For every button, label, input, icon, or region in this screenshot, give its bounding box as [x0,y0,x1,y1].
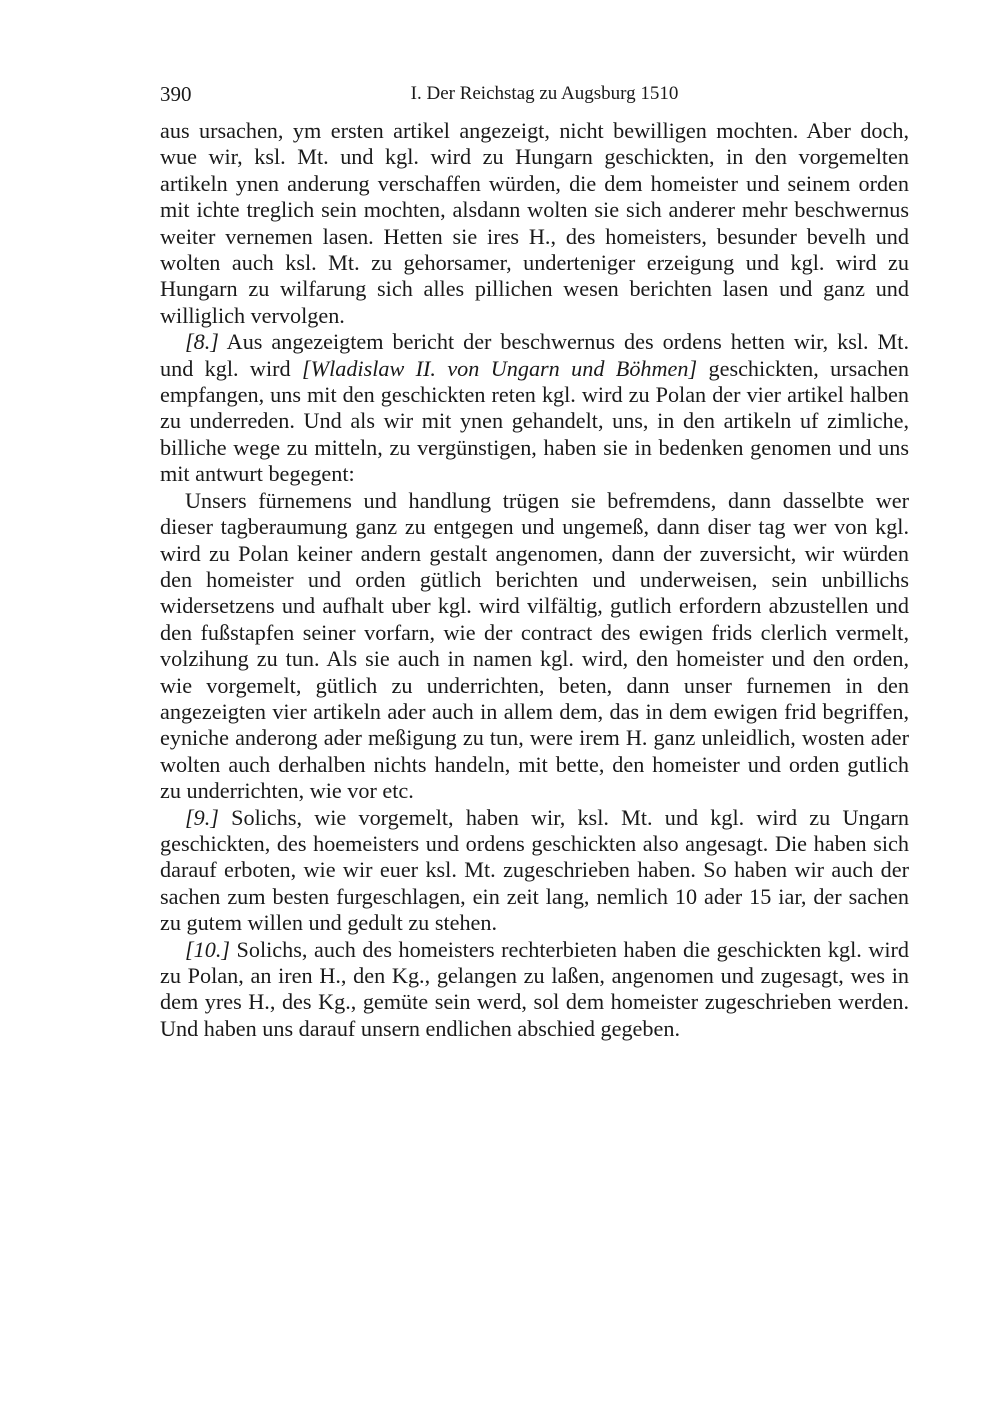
paragraph-10 [160,937,909,1043]
section-number-9: [9.] [185,804,219,830]
paragraph-1: aus ursachen, ym ersten artikel angezeigt, nicht bewilligen mochten. Aber doch, wue wir, ksl. Mt. und kgl. wird zu Hungarn geschickten, in den vorgemelten artikeln ynen anderung verschaffen würden, die dem homeister und seinem orden mit ichte treglich sein mochten, alsdann wolten sie sich anderer mehr beschwernus weiter vernemen lasen. Hetten sie ires H., des homeisters, besunder bevelh und wolten auch ksl. Mt. zu gehorsamer, underteniger erzeigung und kgl. wird zu Hungarn zu wilfarung sich alles pillichen wesen berichten lasen und ganz und williglich vervolgen. [160,118,909,328]
page-number: 390 [160,82,192,106]
paragraph-8-text-a: Aus angezeigtem bericht der beschwernus des ordens hetten wir, ksl. Mt. und kgl. wird [160,329,909,381]
paragraph-8-text-b: geschickten, ursachen empfangen, uns mit den geschickten reten kgl. wird zu Polan der vier artikel halben zu underreden. Und als wir mit ynen gehandelt, uns, in den artikeln uf zimliche, billiche wege zu mitteln, zu vergünstigen, haben sie in bedenken genomen und uns mit antwurt begegent: [160,355,909,487]
running-head: I. Der Reichstag zu Augsburg 1510 [410,83,679,104]
paragraph-8 [160,329,909,487]
section-number-10: [10.] [185,936,231,962]
paragraph-9-text: Solichs, wie vorgemelt, haben wir, ksl. Mt. und kgl. wird zu Ungarn geschickten, des hoemeisters und ordens geschickten also angesagt. Die haben sich darauf erboten, wie wir euer ksl. Mt. zugeschrieben haben. So haben wir auch der sachen zum besten furgeschlagen, ein zeit lang, nemlich 10 ader 15 iar, der sachen zu gutem willen und gedult zu stehen. [160,804,909,936]
editorial-note: [Wladislaw II. von Ungarn und Böhmen] [301,355,698,381]
body-text [160,118,909,1042]
paragraph-10-text: Solichs, auch des homeisters rechterbieten haben die geschickten kgl. wird zu Polan, an iren H., den Kg., gelangen zu laßen, angenomen und zugesagt, wes in dem yres H., des Kg., gemüte sein werd, sol dem homeister zugeschrieben werden. Und haben uns darauf unsern endlichen abschied gegeben. [160,936,909,1041]
paragraph-9 [160,805,909,937]
paragraph-8-continued: Unsers fürnemens und handlung trügen sie befremdens, dann dasselbte wer dieser tagberaumung ganz zu entgegen und ungemeß, dann diser tag wer von kgl. wird zu Polan keiner andern gestalt angenomen, dann der zuversicht, wir würden den homeister und orden gütlich berichten und underweisen, sein unbillichs widersetzens und aufhalt uber kgl. wird vilfältig, gutlich erfordern abzustellen und den fußstapfen seiner vorfarn, wie der contract des ewigen frids clerlich vermelt, volzihung zu tun. Als sie auch in namen kgl. wird, den homeister und den orden, wie vorgemelt, gütlich zu underrichten, beten, dann unser furnemen in den angezeigten vier artikeln ader auch in allem dem, das in dem ewigen frid begriffen, eyniche anderong ader meßigung zu tun, were irem H. ganz unleidlich, wosten ader wolten auch derhalben nichts handeln, mit bette, den homeister und orden gutlich zu underrichten, wie vor etc. [160,487,909,804]
page-header [160,80,909,108]
section-number-8: [8.] [185,329,219,355]
